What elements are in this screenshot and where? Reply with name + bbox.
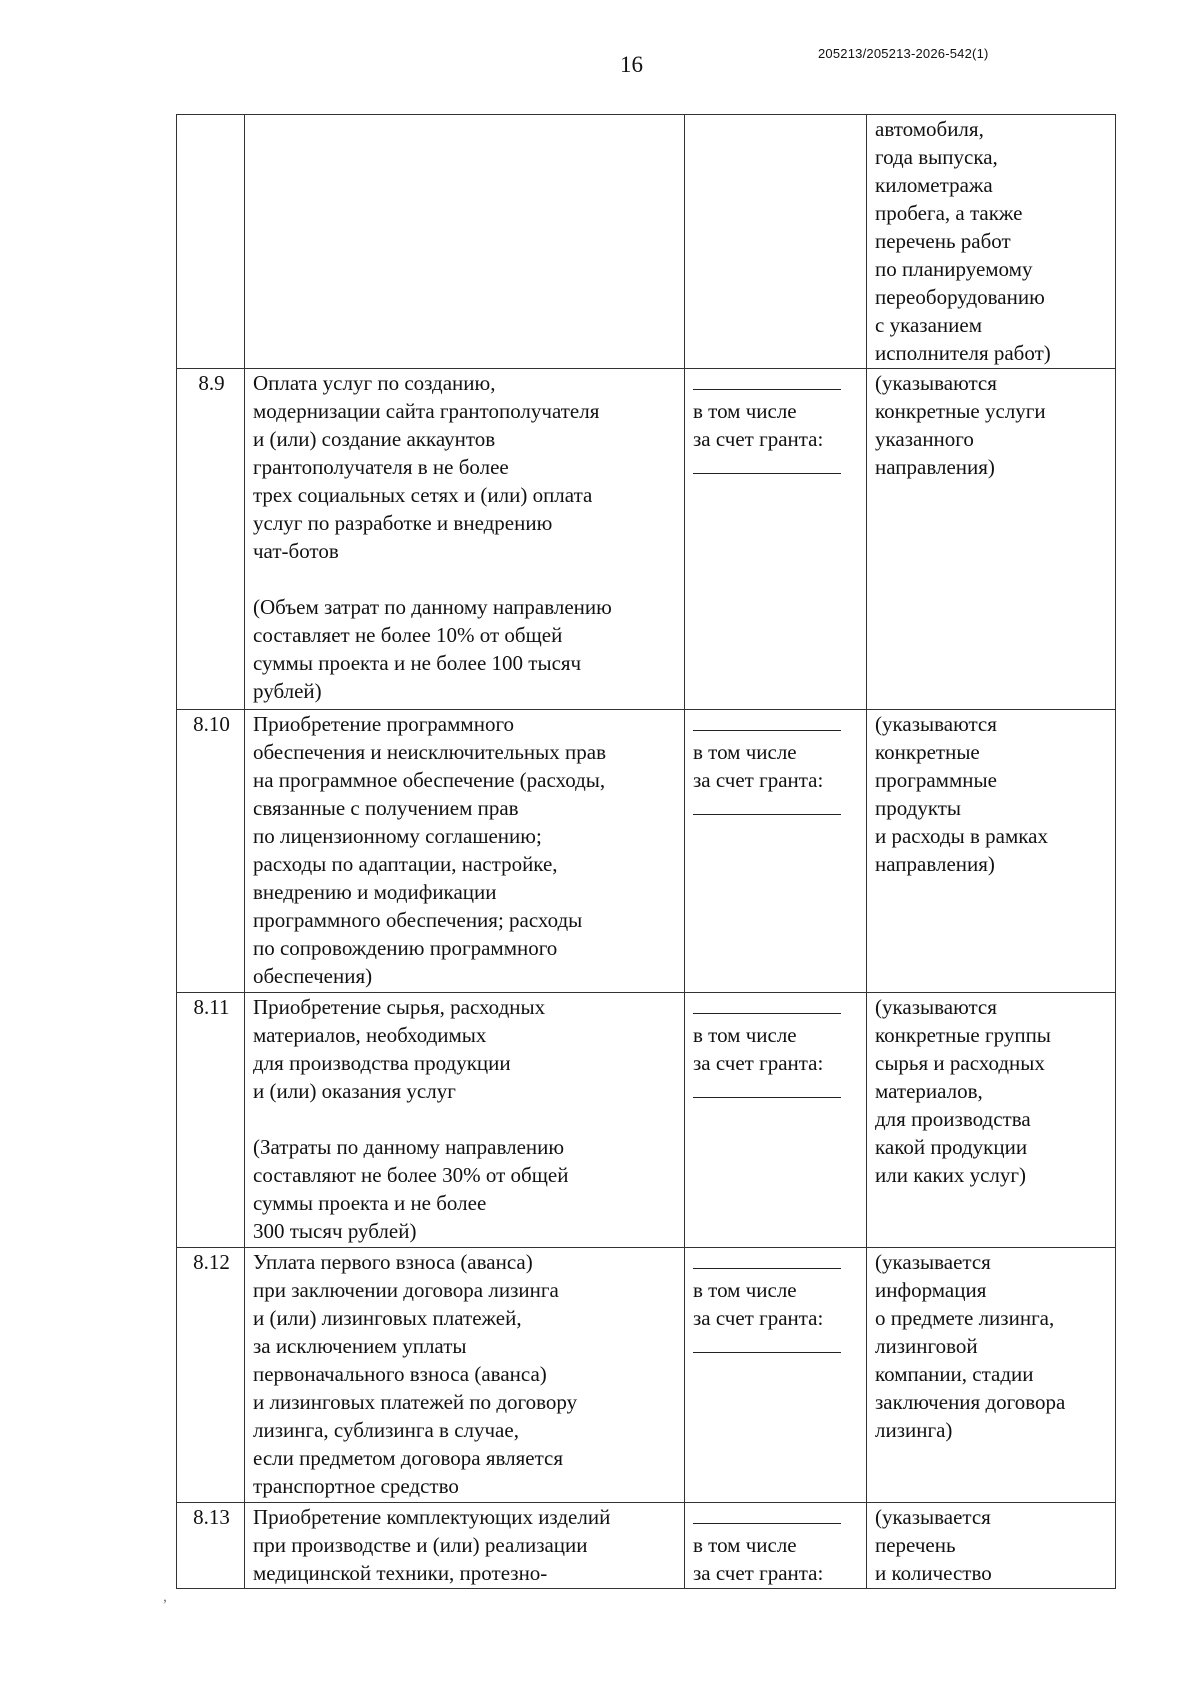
expense-name-cell <box>245 993 685 1248</box>
scan-mark: , <box>163 1588 167 1605</box>
grant-amount-blank <box>693 1352 841 1353</box>
note-cell <box>867 1248 1116 1503</box>
expense-name-cell <box>245 115 685 369</box>
row-number: 8.12 <box>193 1250 230 1274</box>
expense-note: (указываются конкретные программные продукты и расходы в рамках направления) <box>875 712 1048 876</box>
expense-name-cell <box>245 710 685 993</box>
total-amount-blank <box>693 389 841 390</box>
expense-name-cell <box>245 1503 685 1589</box>
row-number: 8.9 <box>198 371 225 395</box>
grant-amount-blank <box>693 473 841 474</box>
expense-note: (указывается информация о предмете лизинга, лизинговой компании, стадии заключения договора лизинга) <box>875 1250 1066 1442</box>
amount-cell <box>685 1503 867 1589</box>
row-number-cell <box>177 115 245 369</box>
expense-name: Приобретение программного обеспечения и неисключительных прав на программное обеспечение (расходы, связанные с получением прав по лицензионному соглашению; расходы по адаптации, настройке, внедрению и модификации программного обеспечения; расходы по сопровождению программного обеспечения) <box>253 712 606 988</box>
document-code: 205213/205213-2026-542(1) <box>818 46 989 61</box>
total-amount-blank <box>693 730 841 731</box>
grant-amount-blank <box>693 814 841 815</box>
table-row <box>177 369 1116 710</box>
expense-note: автомобиля, года выпуска, километража пробега, а также перечень работ по планируемому переоборудованию с указанием исполнителя работ) <box>875 117 1051 365</box>
table-row <box>177 1503 1116 1589</box>
grant-share-label: в том числе за счет гранта: <box>693 740 824 792</box>
row-number: 8.11 <box>193 995 230 1019</box>
note-cell <box>867 710 1116 993</box>
row-number-cell <box>177 369 245 710</box>
note-cell <box>867 1503 1116 1589</box>
row-number: 8.13 <box>193 1505 230 1529</box>
row-number-cell <box>177 1248 245 1503</box>
amount-cell <box>685 710 867 993</box>
row-number-cell <box>177 1503 245 1589</box>
table-row <box>177 1248 1116 1503</box>
grant-share-label: в том числе за счет гранта: <box>693 1533 824 1585</box>
expense-name-cell <box>245 1248 685 1503</box>
amount-cell <box>685 369 867 710</box>
expense-name: Приобретение комплектующих изделий при производстве и (или) реализации медицинской техники, протезно- <box>253 1505 611 1585</box>
row-number: 8.10 <box>193 712 230 736</box>
amount-cell <box>685 1248 867 1503</box>
page-number: 16 <box>620 52 643 77</box>
grant-share-label: в том числе за счет гранта: <box>693 1278 824 1330</box>
grant-amount-blank <box>693 1097 841 1098</box>
expense-name: Приобретение сырья, расходных материалов, необходимых для производства продукции и (или) оказания услуг (Затраты по данному направлению составляют не более 30% от общей суммы проекта и не более 300 тысяч рублей) <box>253 995 569 1243</box>
total-amount-blank <box>693 1268 841 1269</box>
total-amount-blank <box>693 1523 841 1524</box>
note-cell <box>867 369 1116 710</box>
grant-share-label: в том числе за счет гранта: <box>693 1023 824 1075</box>
row-number-cell <box>177 993 245 1248</box>
row-number-cell <box>177 710 245 993</box>
expense-table <box>176 114 1116 1589</box>
amount-cell <box>685 115 867 369</box>
expense-note: (указываются конкретные группы сырья и расходных материалов, для производства какой продукции или каких услуг) <box>875 995 1051 1187</box>
total-amount-blank <box>693 1013 841 1014</box>
expense-name: Оплата услуг по созданию, модернизации сайта грантополучателя и (или) создание аккаунтов грантополучателя в не более трех социальных сетях и (или) оплата услуг по разработке и внедрению чат-ботов (Объем затрат по данному направлению составляет не более 10% от общей суммы проекта и не более 100 тысяч рублей) <box>253 371 612 703</box>
grant-share-label: в том числе за счет гранта: <box>693 399 824 451</box>
table-row <box>177 710 1116 993</box>
expense-note: (указываются конкретные услуги указанного направления) <box>875 371 1046 479</box>
amount-cell <box>685 993 867 1248</box>
expense-name: Уплата первого взноса (аванса) при заключении договора лизинга и (или) лизинговых платежей, за исключением уплаты первоначального взноса (аванса) и лизинговых платежей по договору лизинга, сублизинга в случае, если предметом договора является транспортное средство <box>253 1250 578 1498</box>
table-row <box>177 993 1116 1248</box>
expense-note: (указывается перечень и количество <box>875 1505 992 1585</box>
table-row <box>177 115 1116 369</box>
note-cell <box>867 115 1116 369</box>
expense-name-cell <box>245 369 685 710</box>
note-cell <box>867 993 1116 1248</box>
